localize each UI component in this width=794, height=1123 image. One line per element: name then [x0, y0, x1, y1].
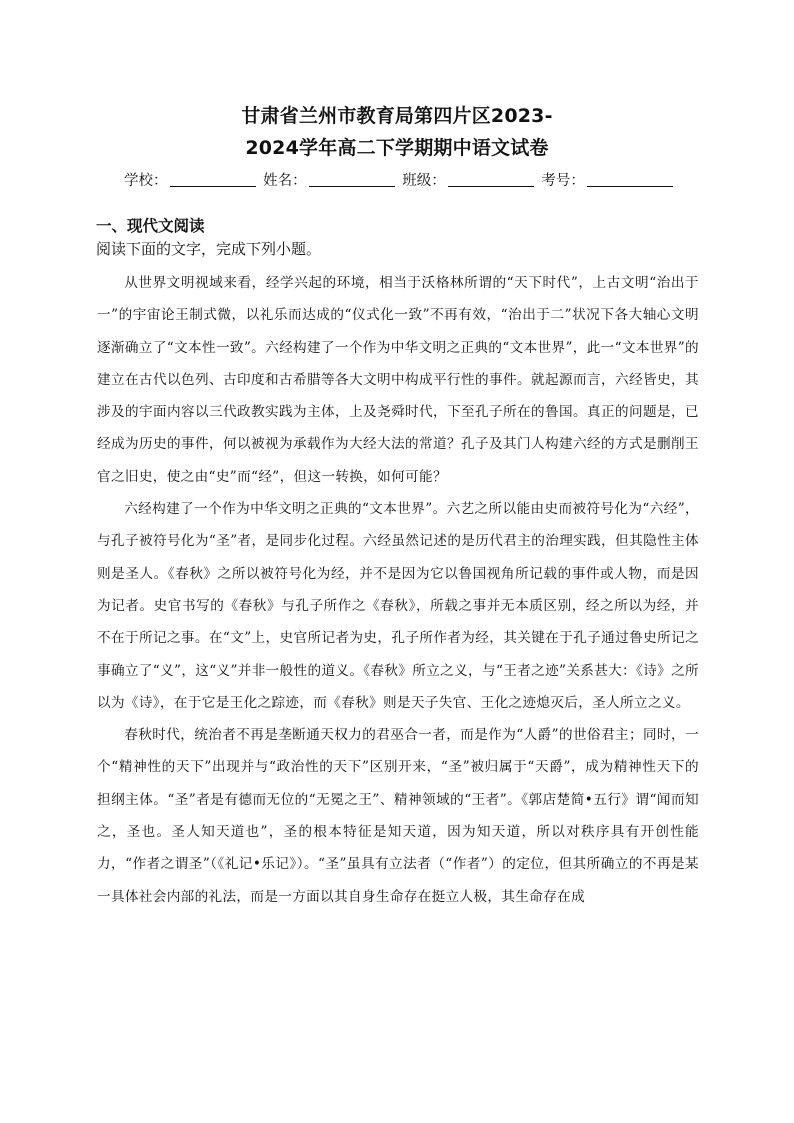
class-label: 班级： — [402, 173, 446, 189]
name-label: 姓名： — [263, 173, 307, 189]
passage-paragraph-1: 从世界文明视域来看，经学兴起的环境，相当于沃格林所谓的“天下时代”，上古文明“治出于一”的宇宙论王制式微，以礼乐而达成的“仪式化一致”不再有效，“治出于二”状况下各大轴心文明逐渐确立了“文本性一致”。六经构建了一个作为中华文明之正典的“文本世界”，此一“文本世界”的建立在古代以色列、古印度和古希腊等各大文明中构成平行性的事件。就起源而言，六经皆史，其涉及的宇面内容以三代政教实践为主体，上及尧舜时代，下至孔子所在的鲁国。真正的问题是，已经成为历史的事件，何以被视为承载作为大经大法的常道？孔子及其门人构建六经的方式是删削王官之旧史，使之由“史”而“经”，但这一转换，如何可能？ — [97, 275, 699, 485]
exam-title-line-2: 2024学年高二下学期期中语文试卷 — [245, 137, 549, 159]
exam-number-label: 考号： — [541, 173, 585, 189]
name-blank-line — [309, 172, 395, 187]
passage-paragraph-2: 六经构建了一个作为中华文明之正典的“文本世界”。六艺之所以能由史而被符号化为“六经”，与孔子被符号化为“圣”者，是同步化过程。六经虽然记述的是历代君主的治理实践，但其隐性主体则是圣人。《春秋》之所以被符号化为经，并不是因为它以鲁国视角所记载的事件或人物，而是因为记者。史官书写的《春秋》与孔子所作之《春秋》，所载之事并无本质区别，经之所以为经，并不在于所记之事。在“文”上，史官所记者为史，孔子所作者为经，其关键在于孔子通过鲁史所记之事确立了“义”，这“义”并非一般性的道义。《春秋》所立之义，与“王者之迹”关系甚大：《诗》之所以为《诗》，在于它是王化之踪迹，而《春秋》则是天子失官、王化之迹熄灭后，圣人所立之义。 — [97, 501, 699, 711]
class-blank-line — [448, 172, 534, 187]
exam-number-blank-line — [587, 172, 673, 187]
exam-title-line-1: 甘肃省兰州市教育局第四片区2023- — [241, 105, 553, 127]
reading-passage — [97, 267, 699, 913]
reading-instruction: 阅读下面的文字，完成下列小题。 — [96, 240, 322, 258]
school-label: 学校： — [124, 173, 168, 189]
school-blank-line — [170, 172, 256, 187]
student-info-row — [124, 171, 684, 191]
section-heading: 一、现代文阅读 — [96, 217, 205, 235]
passage-paragraph-3: 春秋时代，统治者不再是垄断通天权力的君巫合一者，而是作为“人爵”的世俗君主；同时，一个“精神性的天下”出现并与“政治性的天下”区别开来，“圣”被归属于“天爵”，成为精神性天下的担纲主体。“圣”者是有德而无位的“无冕之王”、精神领域的“王者”。《郭店楚简•五行》谓“闻而知之，圣也。圣人知天道也”，圣的根本特征是知天道，因为知天道，所以对秩序具有开创性能力，“作者之谓圣”（《礼记•乐记》）。“圣”虽具有立法者（“作者”）的定位，但其所确立的不再是某一具体社会内部的礼法，而是一方面以其自身生命存在挺立人极，其生命存在成 — [97, 727, 699, 905]
